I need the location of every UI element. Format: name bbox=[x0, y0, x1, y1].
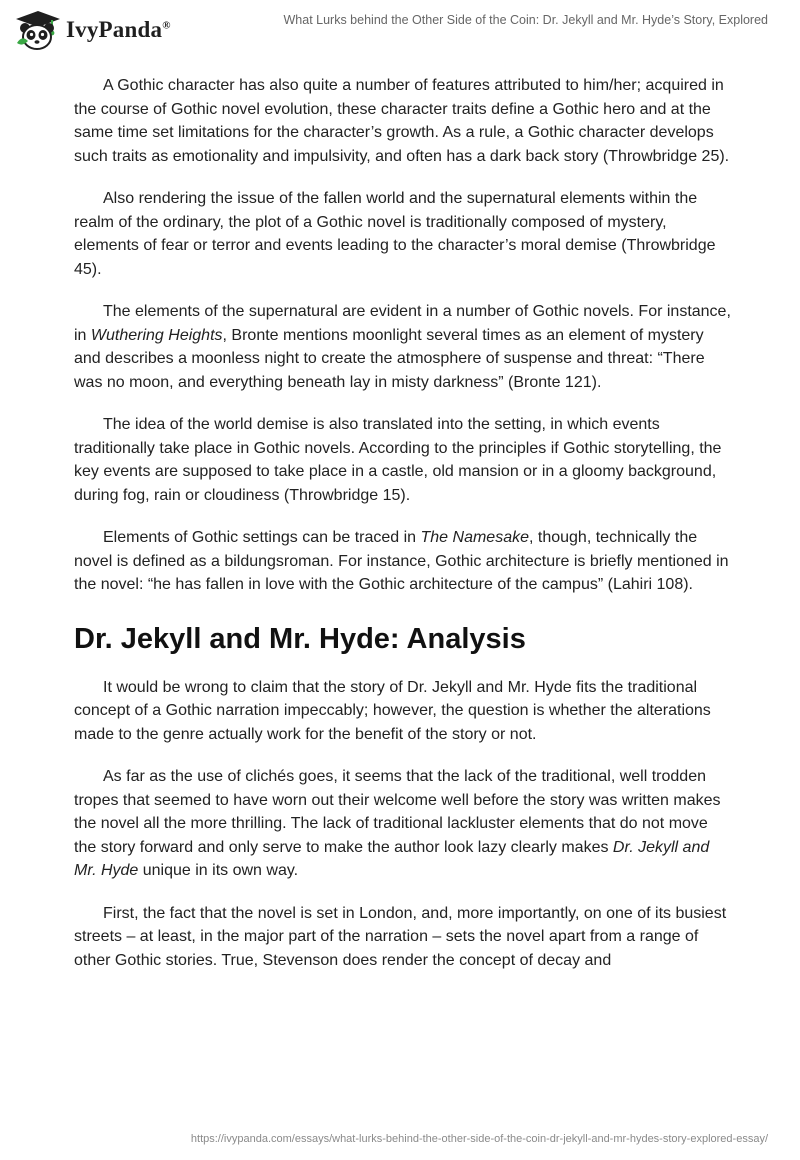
essay-body bbox=[74, 74, 734, 991]
paragraph: As far as the use of clichés goes, it seems that the lack of the traditional, well trodden tropes that seemed to have worn out their welcome well before the story was written makes the novel all the more thrilling. The lack of traditional lackluster elements that do not move the story forward and only serve to make the author look lazy clearly makes Dr. Jekyll and Mr. Hyde unique in its own way. bbox=[74, 768, 721, 879]
paragraph: Also rendering the issue of the fallen world and the supernatural elements within the realm of the ordinary, the plot of a Gothic novel is traditionally composed of mystery, elements of fear or terror and events leading to the character’s moral demise (Throwbridge 45). bbox=[74, 190, 716, 278]
paragraph: First, the fact that the novel is set in London, and, more importantly, on one of its busiest streets – at least, in the major part of the narration – sets the novel apart from a range of other Gothic stories. True, Stevenson does render the concept of decay and bbox=[74, 904, 727, 969]
ivypanda-logo[interactable] bbox=[14, 9, 171, 51]
book-title: The Namesake bbox=[420, 529, 529, 546]
source-url[interactable]: https://ivypanda.com/essays/what-lurks-behind-the-other-side-of-the-coin-dr-jekyll-and-mr-hydes-story-explored-essay/ bbox=[190, 1133, 768, 1145]
section-heading: Dr. Jekyll and Mr. Hyde: Analysis bbox=[74, 622, 526, 655]
paragraph: A Gothic character has also quite a number of features attributed to him/her; acquired in the course of Gothic novel evolution, these character traits define a Gothic hero and at the same time set limitations for the character’s growth. As a rule, a Gothic character develops such traits as emotionality and impulsivity, and often has a dark back story (Throwbridge 25). bbox=[74, 77, 730, 165]
panda-graduate-icon bbox=[14, 9, 62, 51]
logo-text: IvyPanda® bbox=[66, 17, 171, 42]
paragraph: The elements of the supernatural are evident in a number of Gothic novels. For instance, in Wuthering Heights, Bronte mentions moonlight several times as an element of mystery and describes a moonless night to create the atmosphere of suspense and threat: “There was no moon, and everything beneath lay in misty darkness” (Bronte 121). bbox=[74, 303, 731, 391]
paragraph: The idea of the world demise is also translated into the setting, in which events traditionally take place in Gothic novels. According to the principles if Gothic storytelling, the key events are supposed to take place in a castle, old mansion or in a gloomy background, during fog, rain or cloudiness (Throwbridge 15). bbox=[74, 416, 722, 504]
book-title: Dr. Jekyll and Mr. Hyde bbox=[74, 838, 710, 879]
document-title: What Lurks behind the Other Side of the Coin: Dr. Jekyll and Mr. Hyde’s Story, Explored bbox=[283, 13, 768, 27]
book-title: Wuthering Heights bbox=[90, 326, 223, 344]
paragraph: It would be wrong to claim that the story of Dr. Jekyll and Mr. Hyde fits the traditional concept of a Gothic narration impeccably; however, the question is whether the alterations made to the genre actually work for the benefit of the story or not. bbox=[74, 678, 711, 743]
paragraph: Elements of Gothic settings can be traced in The Namesake, though, technically the novel is defined as a bildungsroman. For instance, Gothic architecture is briefly mentioned in the novel: “he has fallen in love with the Gothic architecture of the campus” (Lahiri 108). bbox=[74, 529, 729, 593]
